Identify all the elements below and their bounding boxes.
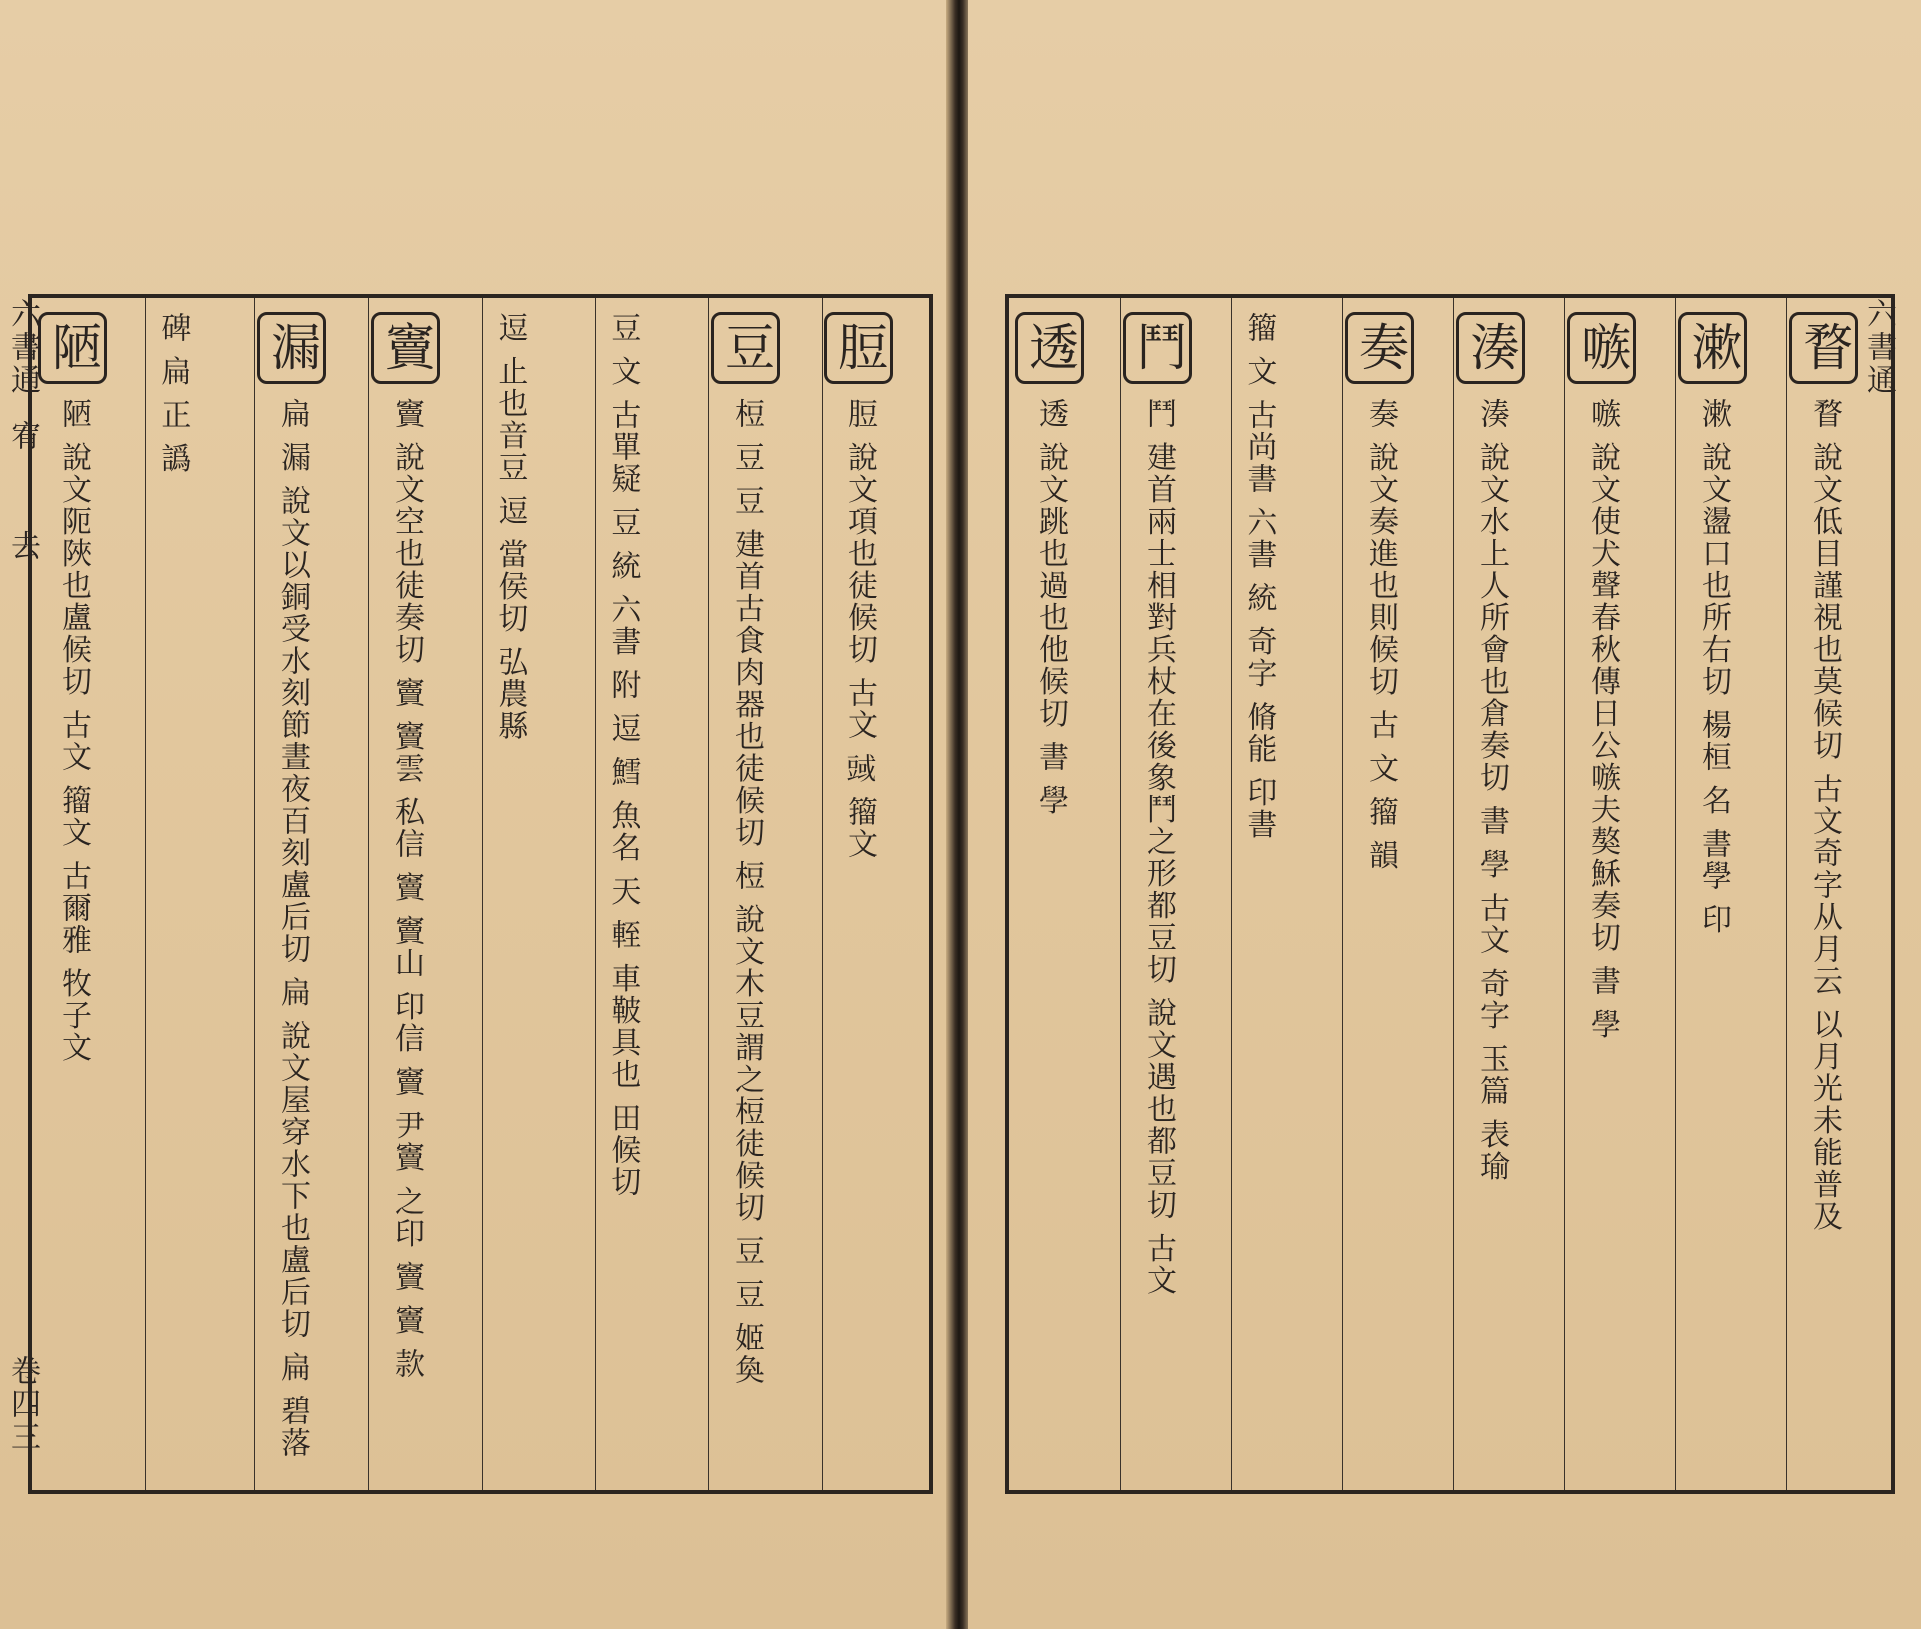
- margin-rhyme-tone: 宥: [5, 420, 40, 453]
- column-rule: [595, 298, 596, 1490]
- column-rule: [368, 298, 369, 1490]
- column-text: 瞀 說文低目謹視也莫候切 古文奇字从月云 以月光未能普及: [1807, 398, 1842, 1233]
- column-text: 竇 說文空也徒奏切 竇 竇雲 私信 竇 竇山 印信 竇 尹竇 之印 竇 竇 款: [389, 398, 424, 1380]
- column-text: 碑 扁 正 譌: [155, 312, 191, 475]
- text-column: [1015, 312, 1119, 1480]
- text-column: [485, 312, 593, 1480]
- text-column: [257, 312, 365, 1480]
- column-rule: [145, 298, 146, 1490]
- column-text: 奏 說文奏進也則候切 古 文 籀 韻: [1363, 398, 1398, 872]
- column-text: 漱 說文盪口也所右切 楊桓 名 書學 印: [1696, 398, 1731, 936]
- text-column: [1456, 312, 1560, 1480]
- column-text: 脰 說文項也徒候切 古文 𧯱 籀文: [842, 398, 877, 861]
- head-character: 湊: [1456, 312, 1525, 384]
- column-rule: [1675, 298, 1676, 1490]
- column-rule: [1564, 298, 1565, 1490]
- head-character: 漱: [1678, 312, 1747, 384]
- column-rule: [1453, 298, 1454, 1490]
- column-text: 鬥 建首兩士相對兵杖在後象鬥之形都豆切 說文遇也都豆切 古文: [1141, 398, 1176, 1297]
- column-rule: [1786, 298, 1787, 1490]
- text-column: [1234, 312, 1338, 1480]
- right-text-frame: [1005, 294, 1895, 1494]
- margin-volume: 去: [5, 530, 40, 563]
- head-character: 透: [1015, 312, 1084, 384]
- column-rule: [482, 298, 483, 1490]
- head-character: 陋: [38, 312, 107, 384]
- head-character: 脰: [824, 312, 893, 384]
- margin-book-title: 六書通: [1861, 298, 1896, 397]
- column-text: 湊 說文水上人所會也倉奏切 書 學 古文 奇字 玉篇 表瑜: [1474, 398, 1509, 1183]
- column-text: 透 說文跳也過也他候切 書 學: [1033, 398, 1068, 817]
- column-text: 豆 文 古單疑 豆 統 六書 附 逗 鱈 魚名 天 輊 車鞁具也 田候切: [605, 312, 641, 1198]
- margin-page-number: 卷四三: [5, 1355, 40, 1454]
- head-character: 奏: [1345, 312, 1414, 384]
- column-text: 扁 漏 說文以銅受水刻節晝夜百刻盧后切 扁 說文屋穿水下也盧后切 扁 碧落: [275, 398, 310, 1460]
- column-text: 逗 止也音豆 逗 當侯切 弘農縣: [492, 312, 528, 743]
- column-rule: [822, 298, 823, 1490]
- head-character: 漏: [257, 312, 326, 384]
- left-text-frame: [28, 294, 933, 1494]
- head-character: 嗾: [1567, 312, 1636, 384]
- text-column: [1123, 312, 1227, 1480]
- text-column: [148, 312, 252, 1480]
- column-text: 嗾 說文使犬聲春秋傳日公嗾夫獒穌奏切 書 學: [1585, 398, 1620, 1041]
- column-rule: [1231, 298, 1232, 1490]
- text-column: [371, 312, 479, 1480]
- head-character: 瞀: [1789, 312, 1858, 384]
- column-text: 陋 說文阨陜也盧候切 古文 籀文 古爾雅 牧子文: [56, 398, 91, 1064]
- column-rule: [708, 298, 709, 1490]
- column-text: 梪 豆 豆 建首古食肉器也徒候切 梪 說文木豆謂之梪徒候切 豆 豆 姬奐: [729, 398, 764, 1387]
- text-column: [824, 312, 932, 1480]
- column-rule: [254, 298, 255, 1490]
- text-column: [1678, 312, 1782, 1480]
- text-column: [1789, 312, 1893, 1480]
- head-character: 鬥: [1123, 312, 1192, 384]
- margin-book-title: 六書通: [5, 298, 40, 397]
- left-page: [0, 0, 952, 1629]
- text-column: [38, 312, 142, 1480]
- head-character: 竇: [371, 312, 440, 384]
- column-text: 籀 文 古尚書 六書 統 奇字 脩能 印書: [1241, 312, 1277, 841]
- text-column: [598, 312, 706, 1480]
- column-rule: [1120, 298, 1121, 1490]
- head-character: 豆: [711, 312, 780, 384]
- column-rule: [1342, 298, 1343, 1490]
- text-column: [1567, 312, 1671, 1480]
- text-column: [1345, 312, 1449, 1480]
- text-column: [711, 312, 819, 1480]
